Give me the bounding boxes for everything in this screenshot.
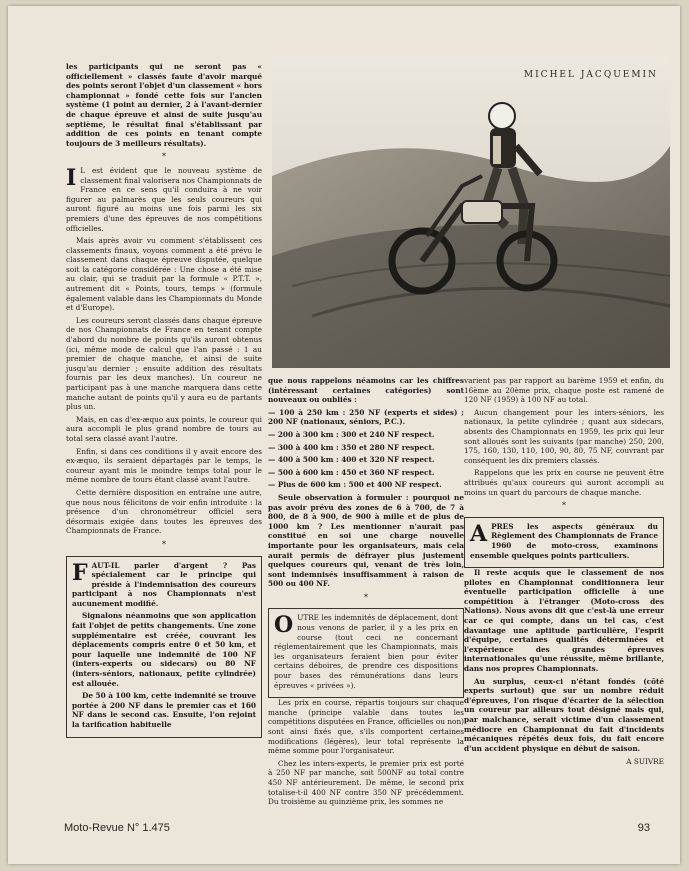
drop-cap: F — [72, 559, 88, 586]
paragraph: Chez les inters-experts, le premier prix est porté à 250 NF par manche, soit 500NF au total contre 450 NF antérieurement. De même, le second prix totalise-t-il 400 NF contre 350 NF précédemment. Du troisième au quinzième prix, les sommes ne — [268, 758, 464, 807]
boxed-section — [66, 556, 262, 738]
paragraph: Enfin, si dans ces conditions il y avait encore des ex-æquo, ils seraient départagés par le temps, le coureur ayant mis le moindre temps total pour le même nombre de tours étant classé avant l'autre. — [66, 446, 262, 485]
section-separator: * — [364, 592, 368, 602]
column-left — [66, 62, 262, 790]
paragraph: varient pas par rapport au barème 1959 et enfin, du 16ème au 20ème prix, chaque poste est ramené de 120 NF (1959) à 100 NF au total. — [464, 376, 664, 405]
rate-line: — 300 à 400 km : 350 et 280 NF respect. — [268, 442, 435, 452]
boxed-section — [464, 517, 664, 568]
paragraph: que nous rappelons néamoins car les chiffres (intéressant certaines catégories) sont nouveaux ou oubliés : — [268, 376, 464, 405]
to-be-continued: A SUIVRE — [626, 757, 664, 767]
paragraph: Cette dernière disposition en entraîne une autre, que nous nous félicitons de voir enfin introduite : la présence d'un chronométreur officiel sera désormais exigée dans toutes les épreuves des Championnats de France. — [66, 487, 262, 536]
rate-line: — 500 à 600 km : 450 et 360 NF respect. — [268, 467, 435, 477]
paragraph: Seule observation à formuler : pourquoi ne pas avoir prévu des zones de 6 à 700, de 7 à 800, de 8 à 900, de 900 à mille et de plus de 1000 km ? Les mentionner n'aurait pas constitué en soi une charge nouvelle importante pour les organisateurs, mais cela aurait permis de défrayer plus justement quelques coureurs qui, venant de très loin, sont indemnisés insuffisamment à raison de 500 ou 400 NF. — [268, 492, 464, 589]
page-number: 93 — [637, 822, 650, 834]
motocross-photo — [272, 56, 670, 368]
paragraph: Aucun changement pour les inters-séniors, les nationaux, la petite cylindrée ; quant aux sidecars, absents des Championnats en 1959, les prix qui leur sont alloués sont les suivants (par manche) 250, 200, 175, 160, 130, 110, 100, 90, 80, 75 NF, couvrant par conséquent les dix premiers classés. — [464, 407, 664, 465]
paragraph: Les coureurs seront classés dans chaque épreuve de nos Championnats de France en tenant compte d'abord du nombre de points qu'ils auront obtenus (ici, même mode de calcul que l'an passé : 1 au premier de chaque manche, et ainsi de suite jusqu'au dernier ; ensuite addition des résultats fournis par les deux manches). Un coureur ne participant pas à une manche marquera dans cette manche autant de points qu'il y aura eu de partants plus un. — [66, 315, 262, 412]
section-separator: * — [562, 501, 566, 511]
boxed-section — [268, 608, 464, 698]
section-separator: * — [162, 539, 166, 549]
paragraph: De 50 à 100 km, cette indemnité se trouve portée à 200 NF dans le premier cas et 160 NF dans le second cas. Ensuite, l'on rejoint la tarification habituelle — [72, 691, 256, 729]
paragraph: PRES les aspects généraux du Règlement des Championnats de France 1960 de moto-cross, examinons ensemble quelques points particuliers. — [470, 521, 658, 560]
column-middle — [268, 376, 464, 807]
paragraph: Rappelons que les prix en course ne peuvent être attribués qu'aux coureurs qui auront accompli au moins un quart du parcours de chaque manche. — [464, 468, 664, 497]
paragraph: Mais après avoir vu comment s'établissent ces classements finaux, voyons comment a été prévu le classement dans chaque épreuve disputée, quelque soit la catégorie considérée : Une chose a été mise au clair, qui se traduit par la formule « P.T.T. », autrement dit « Points, tours, temps » (formule également valable dans les Championnats du Monde et d'Europe). — [66, 236, 262, 313]
paragraph: L est évident que le nouveau système de classement final valorisera nos Championnats de France en ce sens qu'il conduira à ne voir figurer au palmarès que les seuls coureurs qui auront figuré au moins une fois parmi les six premiers d'une des épreuves de nos compétitions officielles. — [66, 165, 262, 233]
intro-paragraph: les participants qui ne seront pas « officiellement » classés faute d'avoir marqué des points seront l'objet d'un classement « hors championnat » fondé cette fois sur l'ancien système (1 point au dernier, 2 à l'avant-dernier de chaque épreuve et ainsi de suite jusqu'au septième, le résultat final s'établissant par addition de ces points en tenant compte toujours de 3 meilleurs résultats). — [66, 62, 262, 148]
paragraph: Signalons néanmoins que son application fait l'objet de petits changements. Une zone supplémentaire est créée, couvrant les déplacements compris entre 0 et 50 km, et pour laquelle une indemnité de 100 NF (inters-experts ou sidecars) ou 80 NF (inters-séniors, nationaux, petite cylindrée) est allouée. — [72, 611, 256, 688]
rate-line: — 400 à 500 km : 400 et 320 NF respect. — [268, 455, 435, 465]
drop-cap: A — [470, 520, 488, 547]
paragraph: UTRE les indemnités de déplacement, dont nous venons de parler, il y a les prix en course (tout ceci ne concernant réglementairement que les Championnats, mais les organisateurs feraient bien pour éviter certains déboires, de prendre ces dispositions pour bases des rémunérations dans leurs épreuves « privées »). — [274, 613, 458, 690]
magazine-page — [8, 6, 680, 864]
paragraph: Les prix en course, répartis toujours sur chaque manche (principe valable dans toutes les compétitions disputées en France, officielles ou non) sont ainsi fixés que, s'ils comportent certaines modifications (légères), leur total représente la même somme pour l'organisateur. — [268, 698, 464, 756]
photo-credit: MICHEL JACQUEMIN — [523, 70, 658, 80]
drop-cap: I — [66, 164, 77, 191]
rate-line: — Plus de 600 km : 500 et 400 NF respect. — [268, 480, 442, 490]
rate-line: — 200 à 300 km : 300 et 240 NF respect. — [268, 429, 435, 439]
paragraph: Il reste acquis que le classement de nos pilotes en Championnat conditionnera leur éventuelle participation officielle à une compétition à l'étranger (Moto-cross des Nations). Nous avons dit que c'est-là une erreur car ce qui compte, dans un tel cas, c'est davantage une aptitude particulière, l'esprit d'équipe, certaines qualités déterminées et l'expérience des grandes épreuves internationales qu'une réussite, même brillante, dans nos propres Championnats. — [464, 568, 664, 674]
rate-line: — 100 à 250 km : 250 NF (experts et sides) ; 200 NF (nationaux, séniors, P.C.). — [268, 407, 464, 427]
drop-cap: O — [274, 612, 294, 639]
column-right — [464, 376, 664, 794]
paragraph: Au surplus, ceux-ci n'étant fondés (côté experts surtout) que sur un nombre réduit d'épreuves, l'on risque d'écarter de la sélection un coureur par ailleurs tout désigné mais qui, par malchance, serait victime d'un classement médiocre en Championnat du fait d'incidents mécaniques répétés deux fois, du fait encore d'un accident physique en début de saison. — [464, 676, 664, 753]
magazine-issue: Moto-Revue N° 1.475 — [64, 822, 170, 834]
paragraph: Mais, en cas d'ex-æquo aux points, le coureur qui aura accompli le plus grand nombre de tours au total sera classé avant l'autre. — [66, 414, 262, 443]
rider-on-motorcycle-image — [272, 56, 670, 368]
paragraph: AUT-IL parler d'argent ? Pas spécialement car le principe qui préside à l'indemnisation des coureurs participant à nos Championnats n'est aucunement modifié. — [72, 560, 256, 608]
section-separator: * — [162, 152, 166, 162]
